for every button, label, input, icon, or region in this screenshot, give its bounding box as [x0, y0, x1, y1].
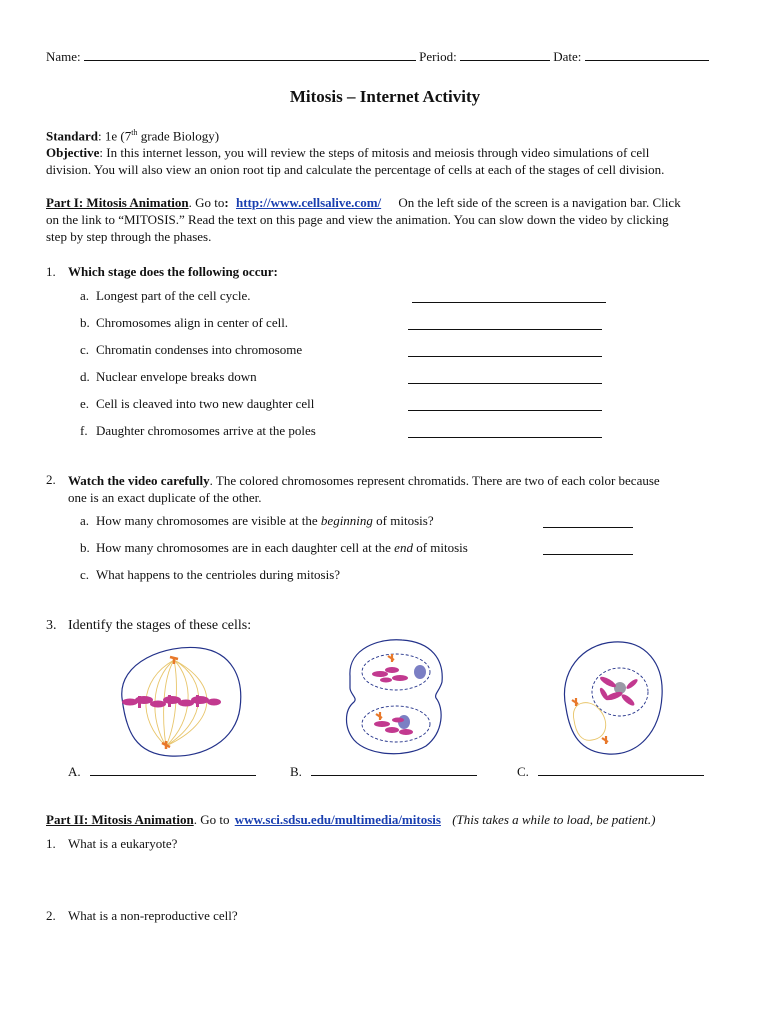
objective-line-2: division. You will also view an onion root tip and calculate the percentage of cells at each of the stages of cell division.: [46, 162, 665, 177]
objective-text-1: : In this internet lesson, you will review the steps of mitosis and meiosis through video simulations of cell: [99, 145, 650, 160]
q3-blank-c[interactable]: [538, 763, 704, 776]
q1-item-b-letter: b.: [80, 315, 90, 330]
q2-prompt: [68, 472, 660, 489]
part1-heading: Part I: Mitosis Animation: [46, 195, 189, 210]
part1-line-1: [46, 194, 681, 211]
q2-prompt-rest: . The colored chromosomes represent chromatids. There are two of each color because: [209, 473, 660, 488]
q1-item-b-blank[interactable]: [408, 317, 602, 330]
header-line: [46, 48, 709, 65]
q1-item-f-blank[interactable]: [408, 425, 602, 438]
part2-q1-number: 1.: [46, 836, 56, 851]
q1-item-d-text: Nuclear envelope breaks down: [96, 369, 257, 384]
q3-label-c-text: C.: [517, 764, 529, 779]
part2-q2-text: What is a non-reproductive cell?: [68, 908, 238, 923]
q1-item-a-letter: a.: [80, 288, 90, 303]
q1-item-e-text: Cell is cleaved into two new daughter cell: [96, 396, 315, 411]
part2-goto: . Go to: [193, 812, 230, 827]
part1-line-2: on the link to “MITOSIS.” Read the text on this page and view the animation. You can slow down the video by clicking: [46, 212, 669, 227]
q1-number: 1.: [46, 264, 56, 279]
q1-item-b-text: Chromosomes align in center of cell.: [96, 315, 289, 330]
name-blank[interactable]: [84, 48, 416, 61]
objective-label: Objective: [46, 145, 100, 160]
cell-c-image: [558, 638, 668, 758]
q3-prompt: Identify the stages of these cells:: [68, 618, 252, 633]
q2-b-text: [96, 540, 468, 556]
q1-item-d-blank[interactable]: [408, 371, 602, 384]
period-label: Period:: [419, 49, 457, 64]
q1-item-a-text: Longest part of the cell cycle.: [96, 288, 251, 303]
sdsu-link[interactable]: www.sci.sdsu.edu/multimedia/mitosis: [234, 812, 441, 827]
q2-a-post: of mitosis?: [372, 513, 434, 528]
q1-item-c-text: Chromatin condenses into chromosome: [96, 342, 303, 357]
q1-item-c-letter: c.: [80, 342, 90, 357]
q3-label-a: [68, 763, 256, 780]
q3-number: 3.: [46, 618, 57, 633]
q2-b-em: end: [394, 540, 413, 555]
q1-item-e-blank[interactable]: [408, 398, 602, 411]
q2-line-2: one is an exact duplicate of the other.: [68, 490, 262, 505]
q2-a-pre: How many chromosomes are visible at the: [96, 513, 321, 528]
part2-line: [46, 812, 655, 828]
cell-b-image: [340, 636, 450, 756]
q1-item-c-blank[interactable]: [408, 344, 602, 357]
q2-a-letter: a.: [80, 513, 90, 528]
q1-item-f-text: Daughter chromosomes arrive at the poles: [96, 423, 316, 438]
q3-blank-a[interactable]: [90, 763, 256, 776]
standard-sup: th: [131, 128, 138, 137]
standard-text-a: : 1e (7: [98, 128, 132, 144]
q2-c-letter: c.: [80, 567, 90, 582]
objective-line-1: [46, 144, 649, 161]
q2-b-pre: How many chromosomes are in each daughter cell at the: [96, 540, 395, 555]
part2-note: (This takes a while to load, be patient.): [452, 812, 656, 827]
date-label: Date:: [553, 49, 582, 64]
standard-line: [46, 128, 219, 144]
part1-goto: . Go to: [188, 195, 225, 210]
q2-b-post: of mitosis: [412, 540, 468, 555]
q3-blank-b[interactable]: [311, 763, 477, 776]
q1-prompt: Which stage does the following occur:: [68, 264, 278, 279]
part1-line-3: step by step through the phases.: [46, 229, 212, 244]
q2-b-blank[interactable]: [543, 542, 633, 555]
part2-q1-text: What is a eukaryote?: [68, 836, 178, 851]
part1-colon: :: [224, 195, 229, 210]
q2-a-em: beginning: [320, 513, 373, 528]
name-label: Name:: [46, 49, 81, 64]
q2-c-text: What happens to the centrioles during mitosis?: [96, 567, 341, 582]
q3-label-a-text: A.: [68, 764, 81, 779]
part2-q2-number: 2.: [46, 908, 56, 923]
page-title: Mitosis – Internet Activity: [289, 87, 481, 106]
period-blank[interactable]: [460, 48, 550, 61]
cellsalive-link[interactable]: http://www.cellsalive.com/: [235, 195, 382, 210]
q1-item-d-letter: d.: [80, 369, 90, 384]
cell-a-image: [108, 640, 248, 760]
q2-prompt-bold: Watch the video carefully: [68, 473, 210, 488]
standard-label: Standard: [46, 128, 99, 144]
q2-b-letter: b.: [80, 540, 90, 555]
q1-item-a-blank[interactable]: [412, 290, 606, 303]
q1-item-e-letter: e.: [80, 396, 90, 411]
q3-label-b-text: B.: [290, 764, 302, 779]
part2-heading: Part II: Mitosis Animation: [46, 812, 194, 827]
q3-label-c: [517, 763, 704, 780]
date-blank[interactable]: [585, 48, 709, 61]
q2-a-text: [96, 513, 434, 529]
part1-line-1-rest: On the left side of the screen is a navigation bar. Click: [398, 195, 681, 210]
standard-text-b: grade Biology): [137, 128, 220, 144]
q2-number: 2.: [46, 472, 56, 487]
q3-label-b: [290, 763, 477, 780]
q1-item-f-letter: f.: [80, 423, 88, 438]
q2-a-blank[interactable]: [543, 515, 633, 528]
